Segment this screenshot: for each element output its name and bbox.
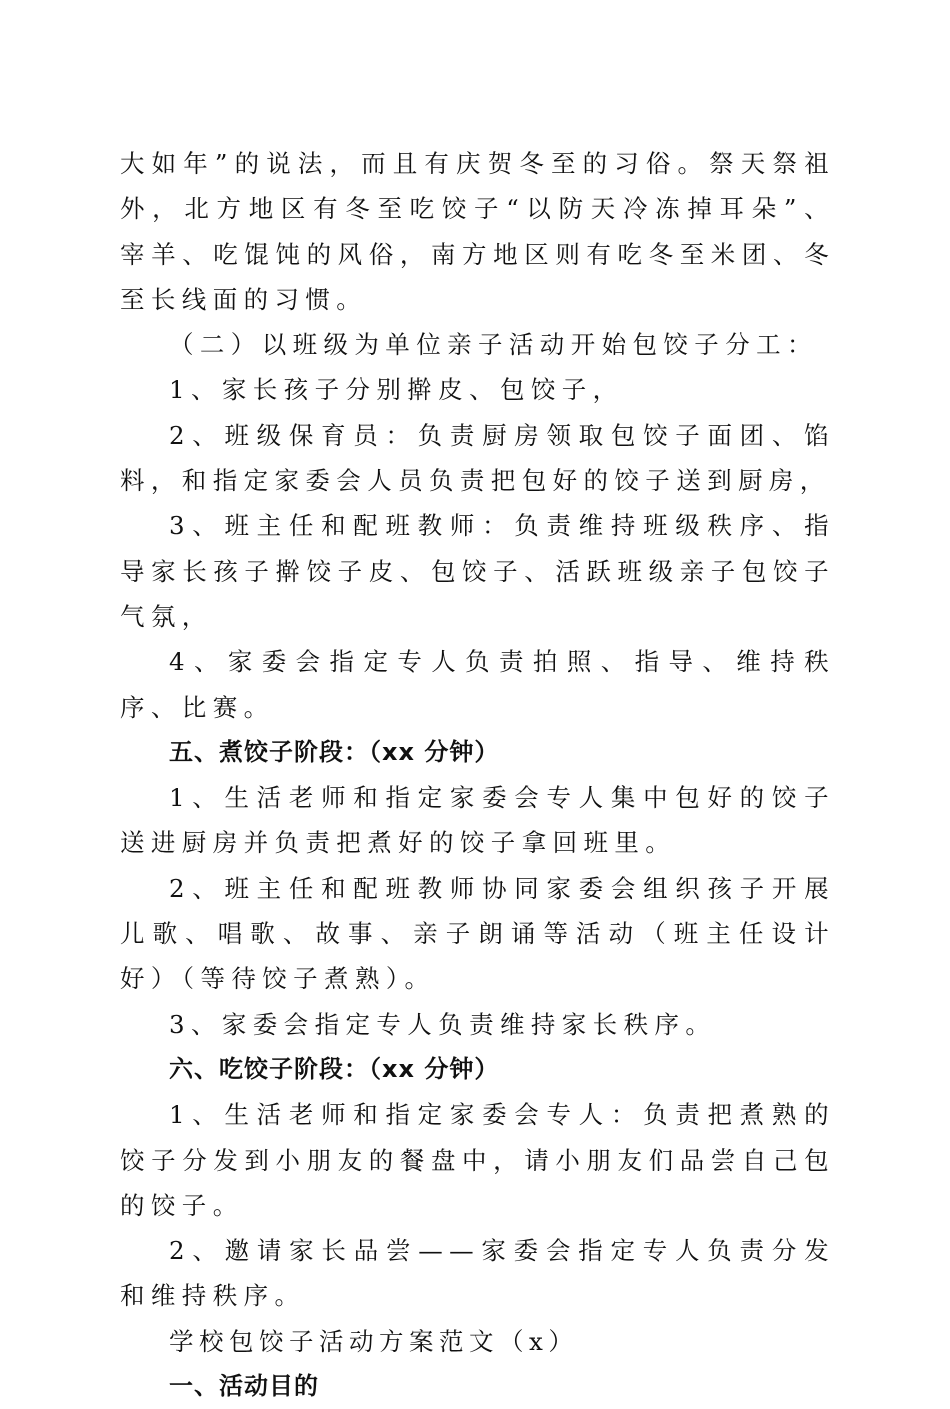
- paragraph-custom-intro: 大如年”的说法，而且有庆贺冬至的习俗。祭天祭祖外，北方地区有冬至吃饺子“以防天冷冻掉耳朵”、宰羊、吃馄饨的风俗，南方地区则有吃冬至米团、冬至长线面的习惯。: [120, 149, 835, 314]
- list-item: 1、生活老师和指定家委会专人：负责把煮熟的饺子分发到小朋友的餐盘中，请小朋友们品尝自己包的饺子。: [120, 1100, 835, 1220]
- list-item: 1、生活老师和指定家委会专人集中包好的饺子送进厨房并负责把煮好的饺子拿回班里。: [120, 783, 835, 858]
- section-heading-boil: 五、煮饺子阶段：（xx 分钟）: [169, 737, 500, 766]
- document-title: 学校包饺子活动方案范文（x）: [169, 1326, 579, 1356]
- list-item: 2、邀请家长品尝——家委会指定专人负责分发和维持秩序。: [120, 1236, 835, 1311]
- section-heading-purpose: 一、活动目的: [169, 1372, 319, 1401]
- list-item: 2、班级保育员：负责厨房领取包饺子面团、馅料，和指定家委会人员负责把包好的饺子送到厨房，: [120, 420, 835, 496]
- section-heading-eat: 六、吃饺子阶段：（xx 分钟）: [169, 1054, 500, 1083]
- subheading-division-of-labor: （二）以班级为单位亲子活动开始包饺子分工：: [169, 330, 818, 360]
- list-item: 3、家委会指定专人负责维持家长秩序。: [169, 1009, 717, 1039]
- list-item: 2、班主任和配班教师协同家委会组织孩子开展儿歌、唱歌、故事、亲子朗诵等活动（班主任设计好）（等待饺子煮熟）。: [120, 873, 835, 994]
- document-body: [120, 141, 835, 1409]
- list-item: 1、家长孩子分别擀皮、包饺子，: [169, 375, 624, 405]
- list-item: 4、家委会指定专人负责拍照、指导、维持秩序、比赛。: [120, 647, 835, 722]
- list-item: 3、班主任和配班教师：负责维持班级秩序、指导家长孩子擀饺子皮、包饺子、活跃班级亲子包饺子气氛，: [120, 511, 835, 631]
